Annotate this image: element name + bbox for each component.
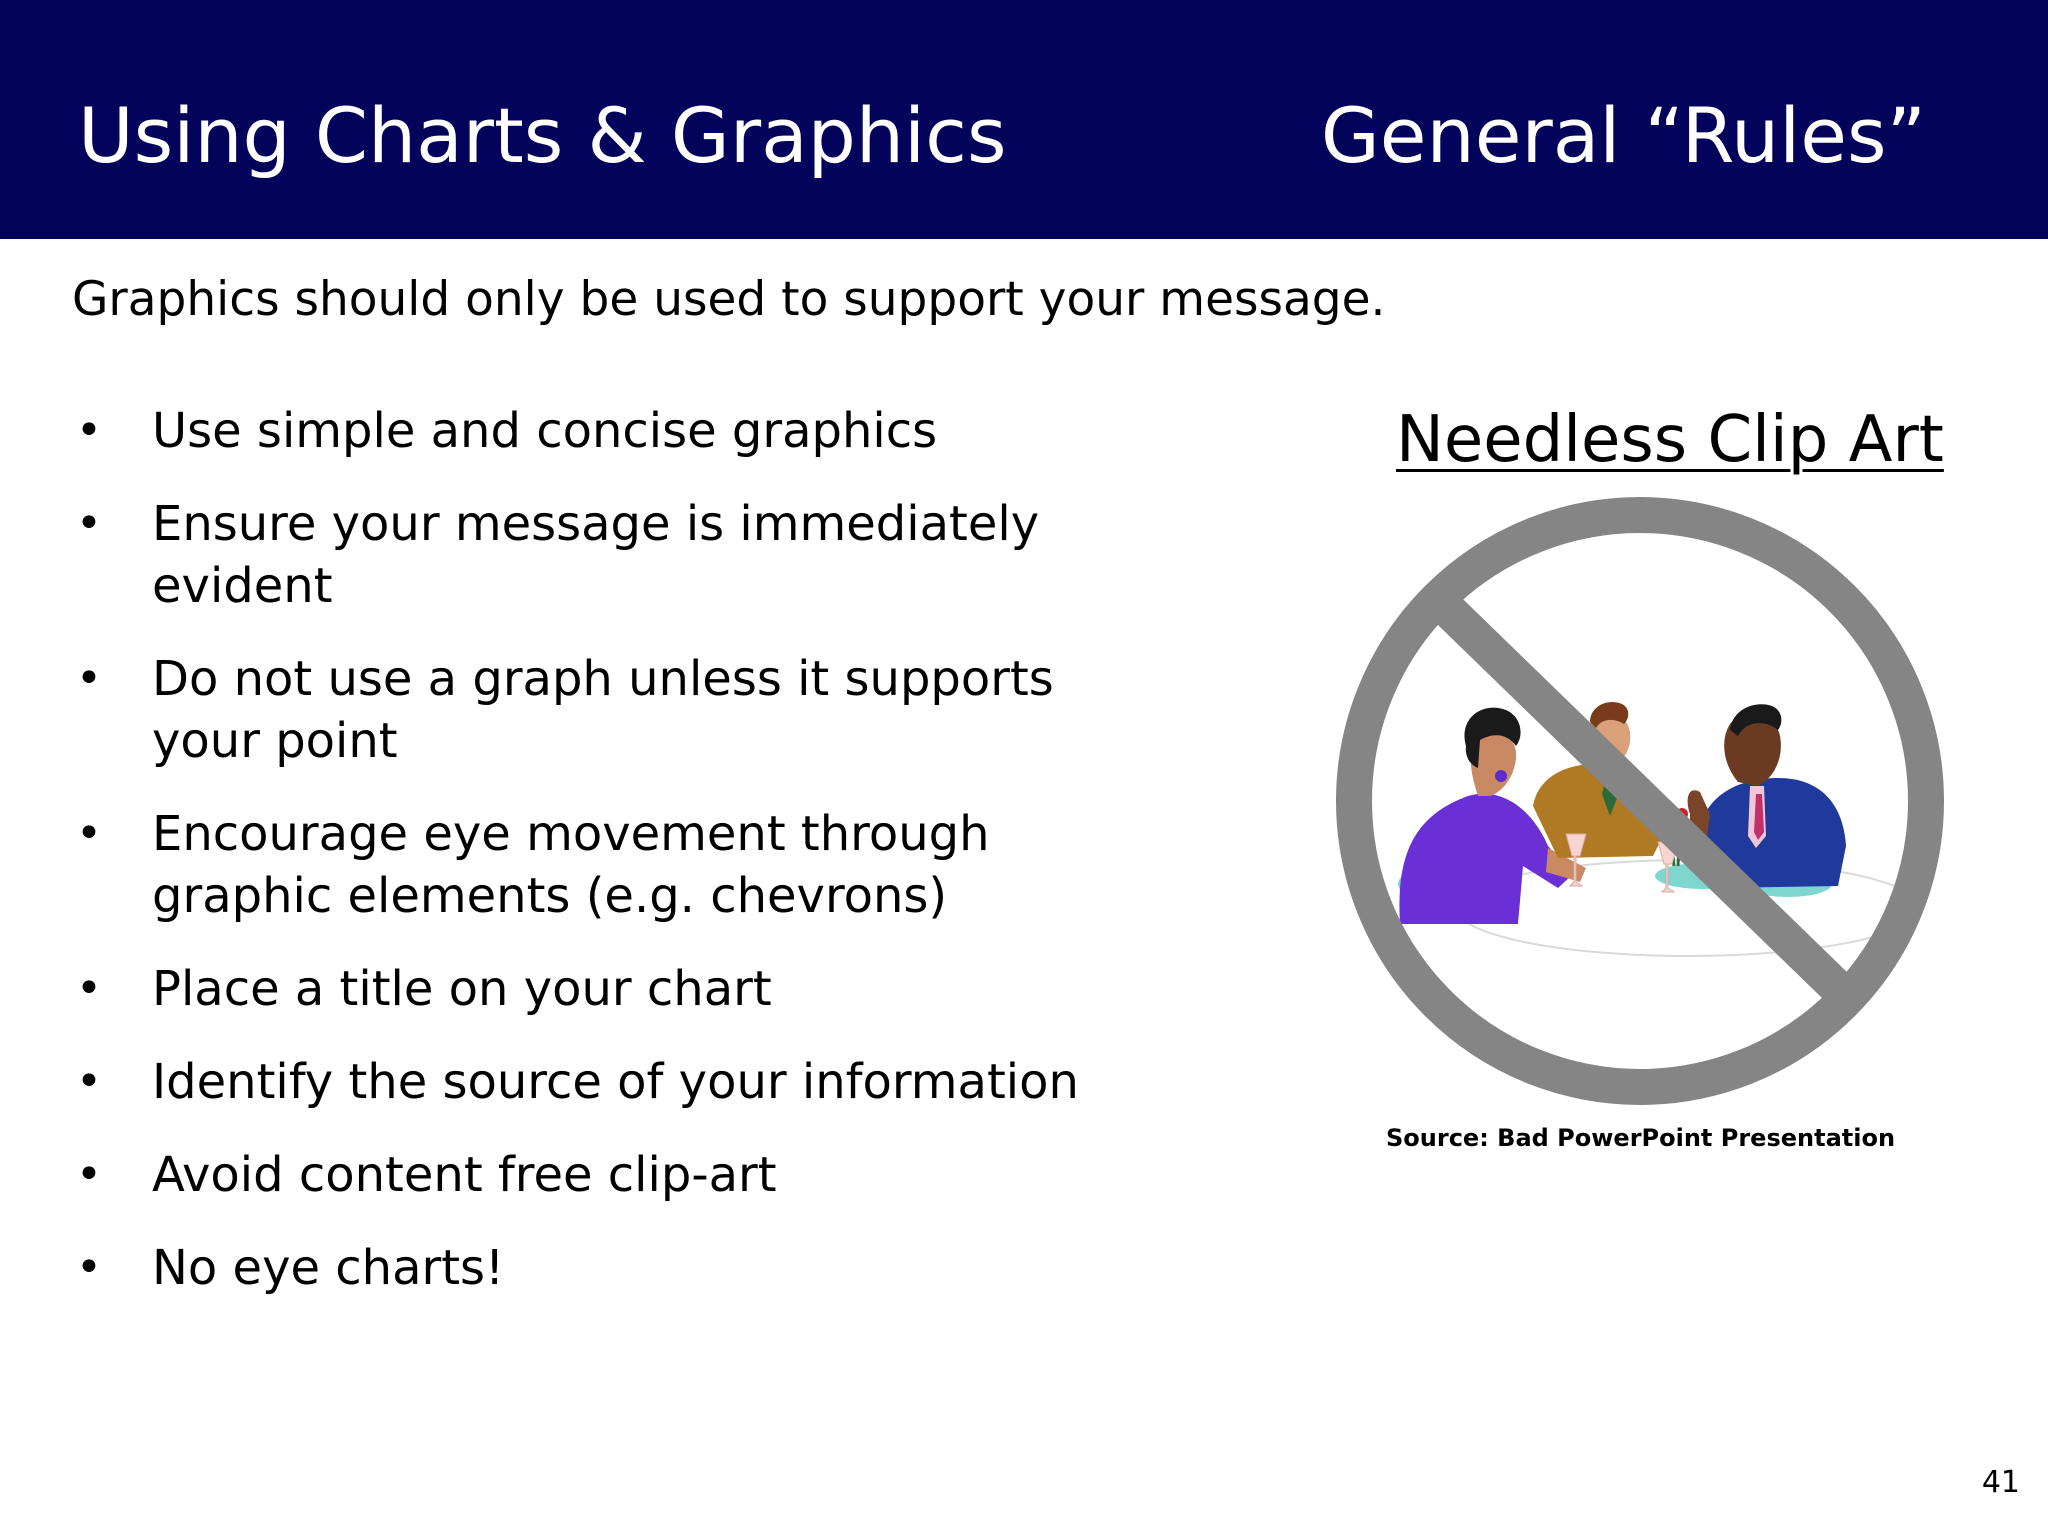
clip-art-title: Needless Clip Art xyxy=(1396,403,1944,477)
bullet-icon: • xyxy=(76,1056,102,1107)
bullet-icon: • xyxy=(76,498,102,549)
list-item: • No eye charts! xyxy=(72,1237,1212,1299)
bullet-icon: • xyxy=(76,808,102,859)
list-item: • Place a title on your chart xyxy=(72,958,1212,1020)
lead-text: Graphics should only be used to support your message. xyxy=(72,272,1386,327)
list-item: • Encourage eye movement through graphic elements (e.g. chevrons) xyxy=(72,803,1152,927)
list-item: • Use simple and concise graphics xyxy=(72,400,1212,462)
slide-header xyxy=(0,0,2048,239)
prohibition-sign-icon xyxy=(1318,496,1968,1106)
slide-subtitle: General “Rules” xyxy=(1320,91,1926,180)
bullet-icon: • xyxy=(76,405,102,456)
list-item: • Ensure your message is immediately evident xyxy=(72,493,1212,617)
slide-title: Using Charts & Graphics xyxy=(78,91,1007,180)
source-caption: Source: Bad PowerPoint Presentation xyxy=(1386,1124,1896,1152)
bullet-icon: • xyxy=(76,1149,102,1200)
page-number: 41 xyxy=(1981,1465,2020,1500)
bullet-icon: • xyxy=(76,1242,102,1293)
bullet-icon: • xyxy=(76,963,102,1014)
list-item: • Avoid content free clip-art xyxy=(72,1144,1212,1206)
list-item: • Identify the source of your information xyxy=(72,1051,1212,1113)
bullet-list xyxy=(72,400,1212,1330)
list-item: • Do not use a graph unless it supports your point xyxy=(72,648,1152,772)
bullet-icon: • xyxy=(76,653,102,704)
